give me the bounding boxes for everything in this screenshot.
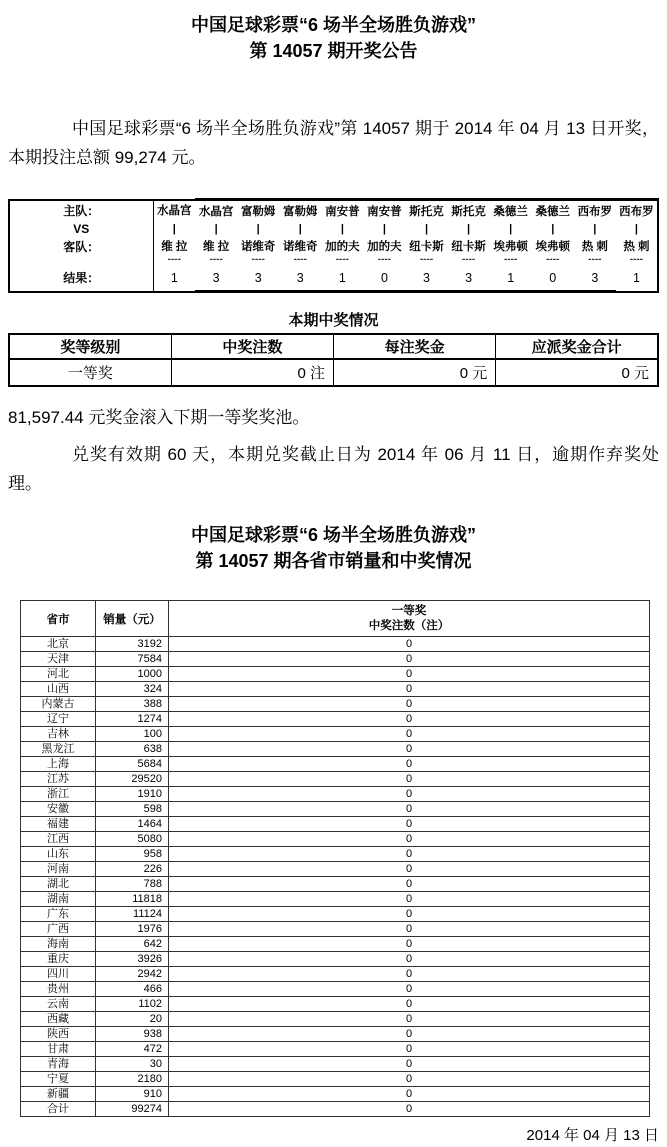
province-row	[21, 712, 650, 727]
match-cell: 1	[321, 265, 363, 292]
province-prize-cell: 0	[169, 1057, 650, 1072]
prize-header-cell: 每注奖金	[334, 334, 496, 359]
province-prize-cell: 0	[169, 952, 650, 967]
match-cell: ----	[419, 255, 434, 265]
province-sales-cell: 1000	[96, 667, 169, 682]
province-prize-cell: 0	[169, 652, 650, 667]
province-sales-cell: 638	[96, 742, 169, 757]
match-cell: 加的夫	[325, 241, 360, 253]
province-row	[21, 982, 650, 997]
province-prize-cell: 0	[169, 787, 650, 802]
province-row	[21, 637, 650, 652]
province-sales-cell: 3926	[96, 952, 169, 967]
province-row	[21, 727, 650, 742]
province-sales-cell: 1102	[96, 997, 169, 1012]
prize-header-cell: 应派奖金合计	[496, 334, 658, 359]
province-row	[21, 1087, 650, 1102]
province-row	[21, 742, 650, 757]
province-prize-cell: 0	[169, 1087, 650, 1102]
match-cell: |	[214, 222, 218, 235]
match-cell: 3	[237, 265, 279, 292]
match-table	[8, 198, 659, 293]
page-title-line2: 第 14057 期开奖公告	[249, 41, 418, 61]
province-row	[21, 922, 650, 937]
province-sales-cell: 5684	[96, 757, 169, 772]
province-sales-cell: 29520	[96, 772, 169, 787]
province-name-cell: 青海	[21, 1057, 96, 1072]
match-cell: 水晶宫	[157, 205, 192, 218]
first-prize-col-header	[169, 601, 650, 637]
match-cell: 热 刺	[581, 241, 608, 253]
province-sales-cell: 2942	[96, 967, 169, 982]
province-row	[21, 1057, 650, 1072]
province-table-body	[21, 637, 650, 1117]
province-sales-cell: 99274	[96, 1102, 169, 1117]
province-name-cell: 山东	[21, 847, 96, 862]
prize-cell: 一等奖	[9, 359, 171, 386]
province-sales-cell: 226	[96, 862, 169, 877]
province-sales-cell: 642	[96, 937, 169, 952]
match-cell: 1	[632, 270, 640, 285]
province-sales-cell: 788	[96, 877, 169, 892]
province-row	[21, 1012, 650, 1027]
province-row	[21, 1042, 650, 1057]
match-cell: 富勒姆	[279, 200, 321, 221]
intro-paragraph: 中国足球彩票“6 场半全场胜负游戏”第 14057 期于 2014 年 04 月 13 日开奖，本期投注总额 99,274 元。	[8, 119, 659, 167]
province-name-cell: 辽宁	[21, 712, 96, 727]
match-cell: 诺维奇	[240, 241, 276, 253]
province-name-cell: 福建	[21, 817, 96, 832]
match-cell: 水晶宫	[195, 200, 237, 221]
match-cell: 诺维奇	[283, 241, 318, 253]
province-sales-cell: 910	[96, 1087, 169, 1102]
prize-cell: 0 元	[496, 359, 658, 386]
match-cell: 南安普	[363, 200, 405, 221]
province-section-title	[8, 522, 659, 574]
rollover-text: 81,597.44 元奖金滚入下期一等奖奖池。	[8, 408, 310, 427]
prize-cell: 0 注	[171, 359, 333, 386]
province-prize-cell: 0	[169, 907, 650, 922]
redeem-text: 兑奖有效期 60 天，本期兑奖截止日为 2014 年 06 月 11 日，逾期作弃奖处理。	[8, 445, 659, 493]
prize-table-body	[9, 359, 658, 386]
province-row	[21, 817, 650, 832]
match-cell: |	[509, 222, 513, 235]
page-title-line1: 中国足球彩票“6 场半全场胜负游戏”	[190, 15, 476, 35]
province-name-cell: 广西	[21, 922, 96, 937]
province-row	[21, 847, 650, 862]
match-cell: |	[634, 222, 638, 235]
province-prize-cell: 0	[169, 1027, 650, 1042]
province-name-cell: 重庆	[21, 952, 96, 967]
province-prize-cell: 0	[169, 892, 650, 907]
province-row	[21, 952, 650, 967]
match-cell: 斯托克	[405, 200, 447, 221]
province-prize-cell: 0	[169, 727, 650, 742]
province-sales-cell: 472	[96, 1042, 169, 1057]
province-sales-cell: 388	[96, 697, 169, 712]
match-cell: 西布罗	[574, 200, 616, 221]
province-row	[21, 802, 650, 817]
province-sales-cell: 1464	[96, 817, 169, 832]
match-table-row-home	[9, 200, 658, 221]
match-table-body	[9, 200, 658, 292]
match-cell: 埃弗顿	[535, 241, 570, 253]
match-cell: 3	[405, 265, 447, 292]
province-sales-cell: 324	[96, 682, 169, 697]
match-cell: 维 拉	[203, 241, 230, 253]
match-cell: |	[424, 222, 429, 235]
prize-summary-table	[8, 333, 659, 387]
province-col-header: 省市	[21, 601, 96, 637]
province-row	[21, 967, 650, 982]
province-name-cell: 陕西	[21, 1027, 96, 1042]
province-sales-cell: 466	[96, 982, 169, 997]
first-prize-header-line1: 一等奖	[391, 604, 427, 617]
province-table-head-row	[21, 601, 650, 637]
match-cell: ----	[335, 255, 350, 265]
province-prize-cell: 0	[169, 742, 650, 757]
province-name-cell: 甘肃	[21, 1042, 96, 1057]
province-name-cell: 内蒙古	[21, 697, 96, 712]
match-table-row-away	[9, 237, 658, 255]
province-row	[21, 997, 650, 1012]
prize-table-head-row	[9, 334, 658, 359]
province-name-cell: 北京	[21, 637, 96, 652]
province-row	[21, 892, 650, 907]
province-prize-cell: 0	[169, 667, 650, 682]
province-sales-cell: 2180	[96, 1072, 169, 1087]
province-prize-cell: 0	[169, 997, 650, 1012]
province-prize-cell: 0	[169, 1012, 650, 1027]
province-sales-cell: 20	[96, 1012, 169, 1027]
match-cell: ----	[209, 255, 223, 265]
province-row	[21, 877, 650, 892]
match-cell: ----	[293, 255, 307, 265]
province-section-title-line1: 中国足球彩票“6 场半全场胜负游戏”	[190, 525, 476, 545]
province-row	[21, 772, 650, 787]
document-page	[0, 12, 667, 1145]
province-prize-cell: 0	[169, 757, 650, 772]
match-table-row-dashrow	[9, 255, 658, 265]
match-cell: |	[551, 222, 555, 235]
match-cell: 3	[448, 265, 490, 292]
page-title	[8, 12, 659, 64]
province-prize-cell: 0	[169, 862, 650, 877]
province-row	[21, 787, 650, 802]
match-cell: |	[172, 222, 176, 235]
province-name-cell: 湖南	[21, 892, 96, 907]
province-name-cell: 西藏	[21, 1012, 96, 1027]
match-cell: 埃弗顿	[493, 241, 528, 253]
match-row-label: 客队：	[9, 237, 153, 255]
match-cell: 纽卡斯	[409, 241, 444, 253]
match-cell: ----	[377, 255, 392, 265]
province-prize-cell: 0	[169, 1042, 650, 1057]
match-cell: 1	[170, 270, 178, 285]
province-prize-cell: 0	[169, 1102, 650, 1117]
province-section-title-line2: 第 14057 期各省市销量和中奖情况	[195, 551, 472, 571]
match-cell: |	[382, 222, 386, 235]
province-sales-table	[20, 600, 650, 1117]
province-row	[21, 667, 650, 682]
match-row-label	[9, 255, 153, 265]
match-cell: 西布罗	[616, 200, 658, 221]
province-sales-cell: 598	[96, 802, 169, 817]
province-row	[21, 682, 650, 697]
province-sales-cell: 938	[96, 1027, 169, 1042]
match-cell: 富勒姆	[237, 200, 279, 221]
match-cell: ----	[167, 255, 181, 265]
province-sales-cell: 5080	[96, 832, 169, 847]
province-name-cell: 宁夏	[21, 1072, 96, 1087]
match-cell: 桑德兰	[532, 200, 574, 221]
province-row	[21, 862, 650, 877]
province-row	[21, 832, 650, 847]
province-name-cell: 贵州	[21, 982, 96, 997]
match-row-label: VS	[9, 220, 153, 237]
province-name-cell: 上海	[21, 757, 96, 772]
match-cell: 斯托克	[448, 200, 490, 221]
province-prize-cell: 0	[169, 877, 650, 892]
province-name-cell: 云南	[21, 997, 96, 1012]
province-row	[21, 1027, 650, 1042]
province-prize-cell: 0	[169, 937, 650, 952]
match-cell: 维 拉	[161, 241, 188, 253]
match-cell: |	[593, 222, 597, 235]
province-prize-cell: 0	[169, 712, 650, 727]
prize-cell: 0 元	[334, 359, 496, 386]
prize-summary-title: 本期中奖情况	[288, 312, 379, 329]
match-cell: |	[298, 222, 302, 235]
match-cell: 纽卡斯	[451, 241, 486, 253]
province-prize-cell: 0	[169, 817, 650, 832]
match-table-row-resrow	[9, 265, 658, 292]
province-name-cell: 新疆	[21, 1087, 96, 1102]
match-cell: 南安普	[321, 200, 363, 221]
province-row	[21, 697, 650, 712]
match-cell: |	[340, 222, 344, 235]
match-row-label: 结果：	[9, 265, 153, 292]
match-cell: 桑德兰	[490, 200, 532, 221]
province-prize-cell: 0	[169, 832, 650, 847]
province-row	[21, 1102, 650, 1117]
province-sales-cell: 11124	[96, 907, 169, 922]
match-cell: 3	[574, 265, 616, 292]
match-row-label: 主队：	[9, 200, 153, 221]
province-sales-cell: 1274	[96, 712, 169, 727]
province-sales-cell: 100	[96, 727, 169, 742]
province-prize-cell: 0	[169, 637, 650, 652]
match-cell: 0	[363, 265, 405, 292]
province-prize-cell: 0	[169, 697, 650, 712]
province-row	[21, 1072, 650, 1087]
province-name-cell: 浙江	[21, 787, 96, 802]
match-cell: 0	[532, 265, 574, 292]
province-sales-cell: 7584	[96, 652, 169, 667]
match-cell: ----	[504, 255, 518, 265]
province-row	[21, 652, 650, 667]
match-cell: 热 刺	[623, 241, 650, 253]
province-name-cell: 江西	[21, 832, 96, 847]
province-prize-cell: 0	[169, 802, 650, 817]
province-sales-cell: 1910	[96, 787, 169, 802]
match-cell: ----	[546, 255, 560, 265]
province-prize-cell: 0	[169, 922, 650, 937]
first-prize-header-line2: 中奖注数（注）	[368, 619, 450, 632]
province-sales-cell: 1976	[96, 922, 169, 937]
match-table-row-vsrow	[9, 220, 658, 237]
province-name-cell: 江苏	[21, 772, 96, 787]
footer-date: 2014 年 04 月 13 日	[526, 1127, 659, 1144]
match-cell: ----	[629, 255, 644, 265]
province-prize-cell: 0	[169, 682, 650, 697]
match-cell: ----	[251, 255, 265, 265]
province-sales-cell: 30	[96, 1057, 169, 1072]
match-cell: |	[467, 222, 471, 235]
province-prize-cell: 0	[169, 982, 650, 997]
province-name-cell: 河南	[21, 862, 96, 877]
match-cell: 加的夫	[367, 241, 402, 253]
province-name-cell: 吉林	[21, 727, 96, 742]
prize-header-cell: 中奖注数	[171, 334, 333, 359]
province-row	[21, 757, 650, 772]
province-sales-cell: 3192	[96, 637, 169, 652]
match-cell: 3	[195, 265, 237, 292]
province-name-cell: 广东	[21, 907, 96, 922]
match-cell: 3	[279, 265, 321, 292]
province-prize-cell: 0	[169, 847, 650, 862]
province-name-cell: 安徽	[21, 802, 96, 817]
province-prize-cell: 0	[169, 1072, 650, 1087]
province-name-cell: 合计	[21, 1102, 96, 1117]
province-name-cell: 黑龙江	[21, 742, 96, 757]
province-sales-cell: 11818	[96, 892, 169, 907]
province-prize-cell: 0	[169, 772, 650, 787]
prize-header-cell: 奖等级别	[9, 334, 171, 359]
province-name-cell: 四川	[21, 967, 96, 982]
match-cell: |	[256, 222, 260, 235]
match-cell: ----	[461, 255, 476, 265]
province-row	[21, 907, 650, 922]
province-sales-cell: 958	[96, 847, 169, 862]
sales-col-header: 销量（元）	[96, 601, 169, 637]
province-name-cell: 海南	[21, 937, 96, 952]
province-name-cell: 山西	[21, 682, 96, 697]
province-row	[21, 937, 650, 952]
province-name-cell: 湖北	[21, 877, 96, 892]
province-name-cell: 河北	[21, 667, 96, 682]
province-prize-cell: 0	[169, 967, 650, 982]
province-name-cell: 天津	[21, 652, 96, 667]
match-cell: 1	[490, 265, 532, 292]
match-cell: ----	[588, 255, 602, 265]
prize-row	[9, 359, 658, 386]
